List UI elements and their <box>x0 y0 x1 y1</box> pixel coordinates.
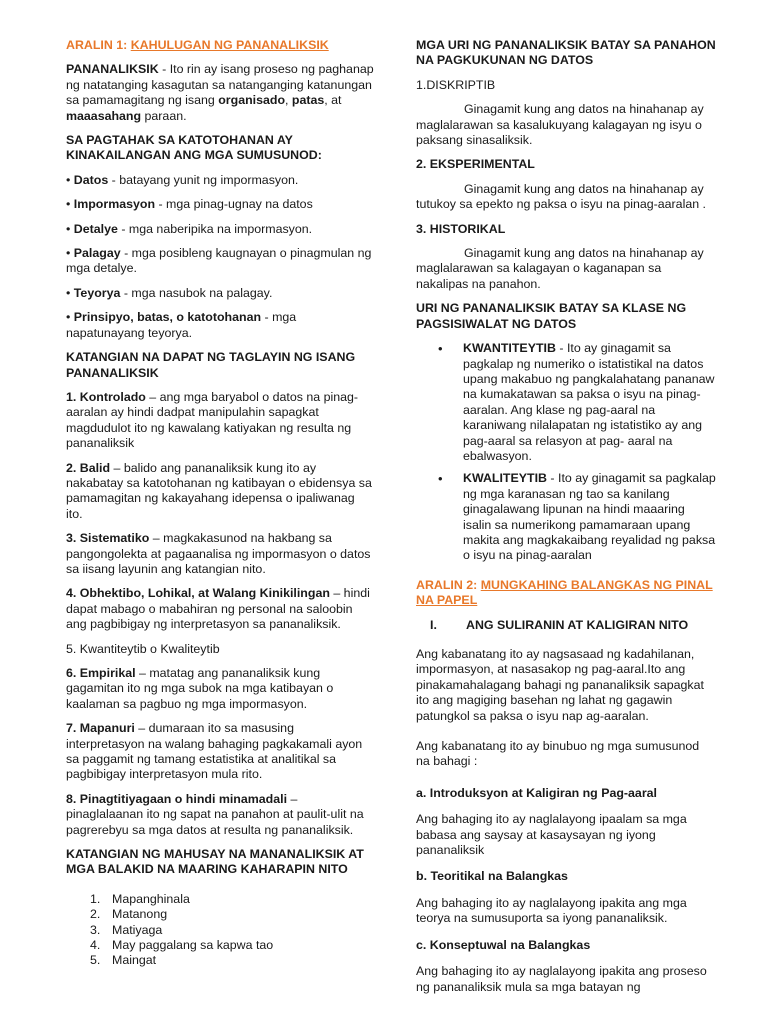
bullet-icon: • <box>438 471 443 487</box>
truth-item <box>66 222 374 237</box>
type-label: 2. EKSPERIMENTAL <box>416 157 535 172</box>
truth-item <box>66 286 374 301</box>
time-heading: MGA URI NG PANANALIKSIK BATAY SA PANAHON NA PAGKUKUNAN NG DATOS <box>416 38 716 68</box>
trait-item <box>66 721 374 783</box>
truth-item <box>66 197 374 212</box>
definition-sep-2: , at <box>324 93 342 108</box>
truth-term: Datos <box>73 172 109 187</box>
researcher-list <box>66 892 374 969</box>
list-number: 3. <box>90 922 101 937</box>
trait-term: 4. Obhektibo, Lohikal, at Walang Kinikilingan <box>66 586 330 601</box>
list-text: Matanong <box>112 907 168 922</box>
class-term: KWANTITEYTIB <box>463 341 556 356</box>
traits-list <box>66 390 374 838</box>
class-heading: URI NG PANANALIKSIK BATAY SA KLASE NG PAGSISIWALAT NG DATOS <box>416 301 687 331</box>
truth-term: Impormasyon <box>73 197 156 212</box>
bullet-icon: • <box>66 246 74 261</box>
list-item <box>66 907 374 922</box>
class-desc: - Ito ay ginagamit sa pagkalap ng numeriko o istatistikal na datos upang makabuo ng pangkalahatang pananaw na kumakatawan sa paksa o isyu na pinag- aaralan. Ang klase ng pag-aaral na karaniwang nilalapatan ng istatistiko ay ang pag-aaral sa relasyon at pag- aaral na ebalwasyon. <box>463 341 715 463</box>
type-label-text: 1.DISKRIPTIB <box>416 77 496 92</box>
class-item-body <box>463 341 716 464</box>
right-column <box>416 38 716 1004</box>
trait-term: 6. Empirikal <box>66 666 136 680</box>
truth-heading: SA PAGTAHAK SA KATOTOHANAN AY KINAKAILANGAN ANG MGA SUMUSUNOD: <box>66 133 322 163</box>
sub-paragraph: Ang bahaging ito ay naglalayong ipaalam sa mga babasa ang saysay at kasaysayan ng iyong pananaliksik <box>416 812 687 858</box>
truth-desc: - mga naberipika na impormasyon. <box>117 221 313 236</box>
truth-desc: - mga nasubok na palagay. <box>120 285 273 300</box>
bullet-icon: • <box>66 285 74 300</box>
sub-paragraph: Ang bahaging ito ay naglalayong ipakita ang mga teorya na sumusuporta sa iyong pananaliksik. <box>416 895 687 926</box>
list-number: 4. <box>90 938 101 953</box>
definition-text: - Ito rin ay isang proseso ng paghanap ng natatanging kasagutan sa natanganging katanungan sa pamamagitang ng isang <box>66 62 374 108</box>
lesson2-heading <box>416 578 716 609</box>
definition-term: PANANALIKSIK <box>66 62 159 77</box>
trait-item <box>66 666 374 712</box>
trait-item <box>66 792 374 838</box>
truth-term: Teyorya <box>73 285 121 300</box>
sub-paragraph: Ang bahaging ito ay naglalayong ipakita ang proseso ng pananaliksik mula sa mga batayan ng <box>416 964 707 994</box>
trait-desc: 5. Kwantiteytib o Kwaliteytib <box>66 641 220 656</box>
trait-item <box>66 531 374 577</box>
class-item <box>438 471 716 563</box>
sub-heading: c. Konseptuwal na Balangkas <box>416 937 591 952</box>
truth-item <box>66 310 374 341</box>
lesson1-prefix: ARALIN 1: <box>66 38 131 52</box>
definition-bold-2: patas <box>291 93 325 108</box>
list-text: Mapanghinala <box>112 891 190 906</box>
type-desc: Ginagamit kung ang datos na hinahanap ay maglalarawan sa kasalukuyang kalagayan ng isyu o paksang sinasaliksik. <box>416 102 704 148</box>
type-label: 3. HISTORIKAL <box>416 221 506 236</box>
trait-desc: – ang mga baryabol o datos na pinag-aaralan ay hindi dadpat manipulahin sapagkat magdudulot ito ng kawalang katiyakan ng resulta ng pananaliksik <box>66 389 359 451</box>
truth-item <box>66 246 374 277</box>
traits-heading: KATANGIAN NA DAPAT NG TAGLAYIN NG ISANG PANANALIKSIK <box>66 350 356 380</box>
class-item <box>438 341 716 464</box>
trait-desc: – matatag ang pananaliksik kung gagamitan ito ng mga subok na mga katibayan o kaalaman sa pagbuo ng mga impormasyon. <box>66 666 334 711</box>
trait-desc: – balido ang pananaliksik kung ito ay nakabatay sa katotohanan ng katibayan o ebidensya sa pamamagitan ng kakayahang idepensa o ipaliwanag ito. <box>66 460 372 521</box>
list-item <box>66 892 374 907</box>
list-text: Matiyaga <box>112 922 163 937</box>
list-item <box>66 938 374 953</box>
truth-desc: - mga pinag-ugnay na datos <box>155 197 313 212</box>
lesson2-title: MUNGKAHING BALANGKAS NG PINAL NA PAPEL <box>416 577 713 608</box>
class-term: KWALITEYTIB <box>463 471 547 486</box>
trait-desc: – pinaglalaanan ito ng sapat na panahon at paulit-ulit na pagrerebyu sa mga datos at resulta ng pananaliksik. <box>66 791 364 837</box>
definition-paragraph <box>66 62 374 124</box>
bullet-icon: • <box>438 341 443 357</box>
trait-item <box>66 642 374 657</box>
bullet-icon: • <box>66 197 74 212</box>
list-text: Maingat <box>112 953 157 968</box>
type-desc: Ginagamit kung ang datos na hinahanap ay tutukoy sa epekto ng paksa o isyu na pinag-aaralan . <box>416 181 706 212</box>
class-desc: - Ito ay ginagamit sa pagkalap ng mga karanasan ng tao sa kanilang ginagalawang lipunan na hindi maaaring isalin sa numerikong pamamaraan upang makita ang magkakaibang reyalidad ng paksa o isyu na pinag-aaralan <box>463 471 716 563</box>
trait-term: 3. Sistematiko <box>66 531 150 546</box>
truth-desc: - mga posibleng kaugnayan o pinagmulan ng mga detalye. <box>66 246 372 276</box>
definition-end: paraan. <box>141 108 187 123</box>
bullet-icon: • <box>66 172 74 187</box>
truth-term: Detalye <box>73 221 118 236</box>
trait-item <box>66 461 374 523</box>
intro-paragraph: Ang kabanatang ito ay nagsasaad ng kadahilanan, impormasyon, at nasasakop ng pag-aaral.Ito ang pinakamahalagang bahagi ng pananaliksik sapagkat ito ang magiging basehan ng lahat ng gagawin patungkol sa paksa o isyu nap ag-aaralan. <box>416 647 704 723</box>
trait-desc: – hindi dapat mabago o mabahiran ng personal na saloobin ang pagbibigay ng interpretasyon sa pananaliksik. <box>66 586 370 632</box>
definition-bold-1: organisado <box>218 93 286 108</box>
researcher-heading: KATANGIAN NG MAHUSAY NA MANANALIKSIK AT MGA BALAKID NA MAARING KAHARAPIN NITO <box>66 847 364 877</box>
class-item-body <box>463 471 716 563</box>
trait-term: 7. Mapanuri <box>66 721 135 736</box>
parts-paragraph: Ang kabanatang ito ay binubuo ng mga sumusunod na bahagi : <box>416 739 700 769</box>
trait-desc: – dumaraan ito sa masusing interpretasyon na walang bahaging pagkakamali ayon sa paggamit ng tamang estatistika at analitikal sa pagbibigay interpretasyon mula rito. <box>66 721 363 782</box>
list-item <box>66 953 374 968</box>
definition-sep-1: , <box>285 93 292 108</box>
section-title: ANG SULIRANIN AT KALIGIRAN NITO <box>466 617 689 632</box>
truth-term: Palagay <box>73 246 121 261</box>
list-number: 2. <box>90 907 101 922</box>
truth-list <box>66 173 374 341</box>
definition-bold-3: maaasahang <box>66 108 142 123</box>
lesson1-title: KAHULUGAN NG PANANALIKSIK <box>130 38 329 52</box>
list-item <box>66 923 374 938</box>
type-label <box>416 78 716 93</box>
left-column <box>66 38 374 969</box>
trait-item <box>66 586 374 632</box>
type-desc: Ginagamit kung ang datos na hinahanap ay maglalarawan sa kalagayan o kaganapan sa nakalipas na panahon. <box>416 246 704 291</box>
class-list <box>438 341 716 564</box>
sub-heading: a. Introduksyon at Kaligiran ng Pag-aaral <box>416 785 657 800</box>
list-text: May paggalang sa kapwa tao <box>112 938 274 953</box>
lesson2-prefix: ARALIN 2: <box>416 577 481 592</box>
section-number: I. <box>430 617 437 632</box>
truth-desc: - batayang yunit ng impormasyon. <box>108 172 299 187</box>
list-number: 1. <box>90 891 101 906</box>
bullet-icon: • <box>66 310 74 325</box>
truth-item <box>66 173 374 188</box>
bullet-icon: • <box>66 221 74 236</box>
trait-term: 8. Pinagtitiyagaan o hindi minamadali <box>66 791 288 806</box>
lesson1-heading <box>66 38 374 53</box>
trait-desc: – magkakasunod na hakbang sa pangongolekta at pagaanalisa ng impormasyon o datos sa iisang layunin ang katangian nito. <box>66 531 371 576</box>
list-number: 5. <box>90 953 101 968</box>
truth-desc: - mga napatunayang teyorya. <box>66 310 297 340</box>
trait-term: 2. Balid <box>66 460 111 475</box>
truth-term: Prinsipyo, batas, o katotohanan <box>73 310 262 325</box>
section-heading <box>416 618 716 633</box>
trait-item <box>66 390 374 452</box>
trait-term: 1. Kontrolado <box>66 389 146 404</box>
sub-heading: b. Teoritikal na Balangkas <box>416 869 568 884</box>
